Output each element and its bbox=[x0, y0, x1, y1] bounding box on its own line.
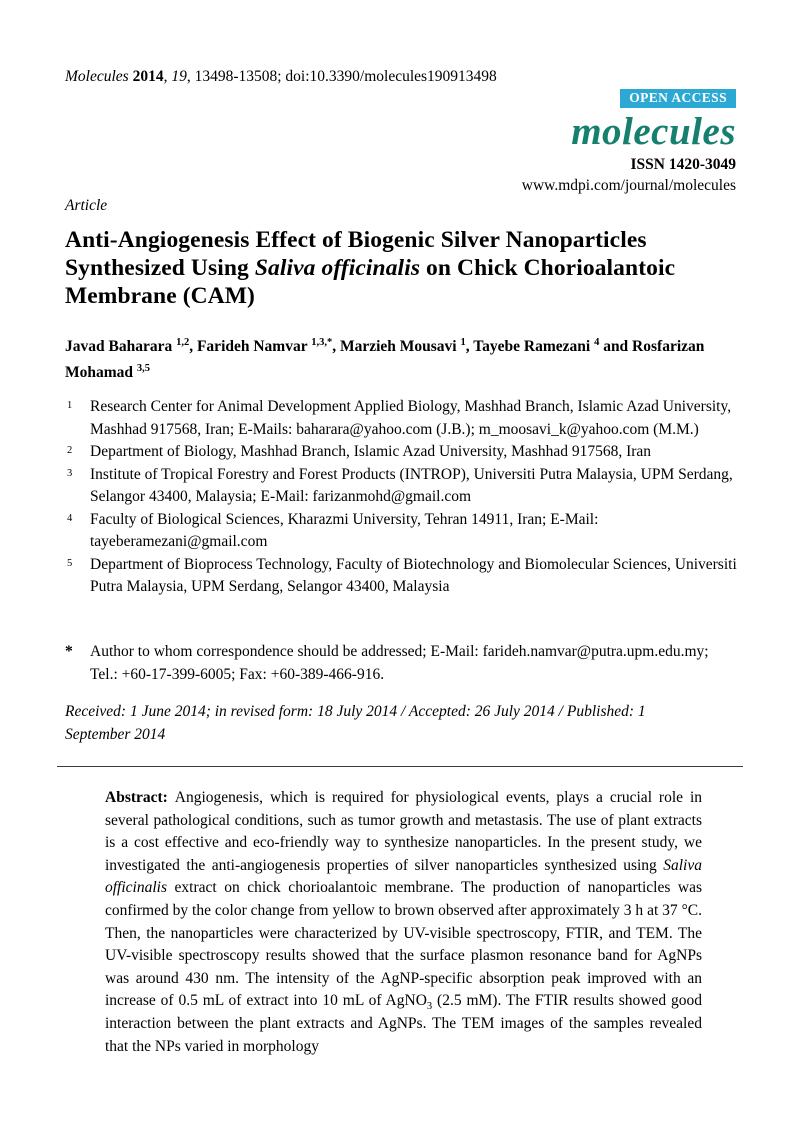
open-access-badge: OPEN ACCESS bbox=[620, 89, 736, 108]
affiliation-text: Institute of Tropical Forestry and Forest Products (INTROP), Universiti Putra Malaysia, UPM Serdang, Selangor 43400, Malaysia; E-Mail: farizanmohd@gmail.com bbox=[90, 465, 733, 505]
affiliation-text: Research Center for Animal Development Applied Biology, Mashhad Branch, Islamic Azad University, Mashhad 917568, Iran; E-Mails: baharara@yahoo.com (J.B.); m_moosavi_k@yahoo.com (M.M.) bbox=[90, 398, 732, 438]
affiliation-marker: 5 bbox=[67, 557, 73, 569]
correspondence-note bbox=[65, 641, 739, 686]
correspondence-text: Author to whom correspondence should be addressed; E-Mail: farideh.namvar@putra.upm.edu.my; Tel.: +60-17-399-6005; Fax: +60-389-466-916. bbox=[90, 643, 709, 683]
publication-dates: Received: 1 June 2014; in revised form: 18 July 2014 / Accepted: 26 July 2014 / Published: 1 September 2014 bbox=[65, 703, 646, 743]
journal-header bbox=[522, 89, 736, 195]
author-list: Javad Baharara $^{1,2}$, Farideh Namvar $^{1,3,*}$, Marzieh Mousavi $^1$, Tayebe Ramezani $^4$ and Rosfarizan Mohamad $^{3,5}$ bbox=[65, 336, 705, 381]
issn-number: ISSN 1420-3049 bbox=[630, 156, 736, 173]
affiliation-marker: 3 bbox=[67, 467, 73, 479]
affiliation-marker: 4 bbox=[67, 512, 73, 524]
affiliation-item bbox=[65, 396, 737, 441]
paper-title: Anti-Angiogenesis Effect of Biogenic Silver Nanoparticles Synthesized Using Saliva officinalis on Chick Chorioalantoic Membrane (CAM) bbox=[65, 227, 676, 309]
affiliation-text: Department of Biology, Mashhad Branch, Islamic Azad University, Mashhad 917568, Iran bbox=[90, 443, 652, 460]
affiliation-item bbox=[65, 441, 737, 464]
affiliation-list bbox=[65, 396, 737, 599]
affiliation-marker: 1 bbox=[67, 400, 73, 411]
affiliation-item bbox=[65, 464, 737, 509]
abstract: Abstract: Angiogenesis, which is required for physiological events, plays a crucial role in several pathological conditions, such as tumor growth and metastasis. The use of plant extracts is a cost effective and eco-friendly way to synthesize nanoparticles. In the present study, we investigated the anti-angiogenesis properties of silver nanoparticles synthesized using Saliva officinalis extract on chick chorioalantoic membrane. The production of nanoparticles was confirmed by the color change from yellow to brown observed after approximately 3 h at 37 °C. Then, the nanoparticles were characterized by UV-visible spectroscopy, FTIR, and TEM. The UV-visible spectroscopy results showed that the surface plasmon resonance band for AgNPs was around 430 nm. The intensity of the AgNP-specific absorption peak improved with an increase of 0.5 mL of extract into 10 mL of AgNO$_3$ (2.5 mM). The FTIR results showed good interaction between the plant extracts and AgNPs. The TEM images of the samples revealed that the NPs varied in morphology bbox=[105, 789, 702, 1055]
affiliation-item bbox=[65, 509, 737, 554]
affiliation-item bbox=[65, 554, 737, 599]
affiliation-text: Department of Bioprocess Technology, Faculty of Biotechnology and Biomolecular Sciences, Universiti Putra Malaysia, UPM Serdang, Selangor 43400, Malaysia bbox=[90, 555, 737, 595]
journal-citation: Molecules 2014, 19, 13498-13508; doi:10.3390/molecules190913498 bbox=[65, 68, 497, 85]
correspondence-marker: * bbox=[65, 643, 73, 660]
article-type-label: Article bbox=[65, 197, 108, 214]
affiliation-marker: 2 bbox=[67, 445, 73, 456]
journal-url: www.mdpi.com/journal/molecules bbox=[521, 177, 736, 194]
journal-logo: molecules bbox=[571, 110, 736, 153]
affiliation-text: Faculty of Biological Sciences, Kharazmi University, Tehran 14911, Iran; E-Mail: tayeberamezani@gmail.com bbox=[90, 510, 599, 550]
divider-rule bbox=[57, 766, 743, 767]
